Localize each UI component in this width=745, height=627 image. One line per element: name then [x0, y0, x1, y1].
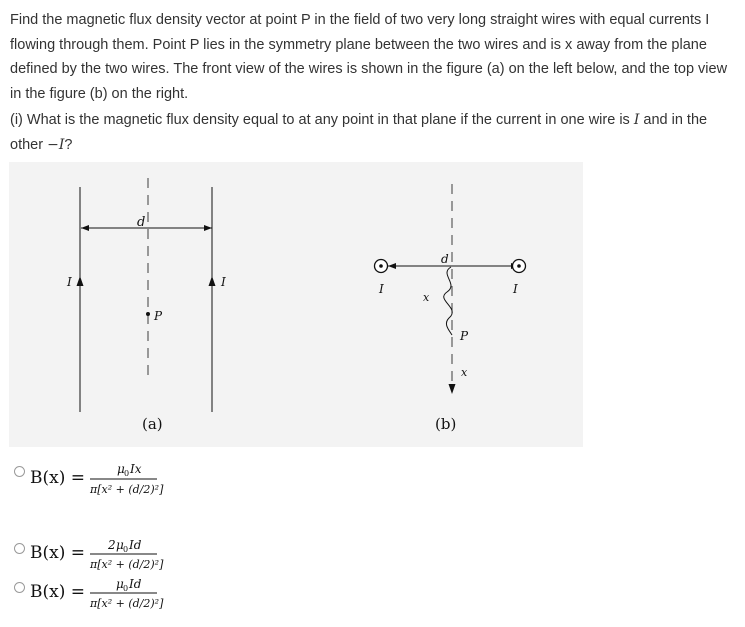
option-1-numerator: Ix	[130, 462, 142, 476]
option-3-denominator: π[x² + (d/2)²]	[90, 597, 164, 610]
d-label-b: d	[441, 252, 449, 266]
option-2-numerator: Id	[129, 538, 142, 552]
dimension-arrow-right	[204, 225, 212, 231]
x-label-brace: x	[423, 291, 430, 304]
option-2-mu: μ	[116, 538, 124, 552]
current-label-right: I	[221, 275, 226, 289]
current-out-dot-right	[517, 264, 521, 268]
current-out-dot-left	[379, 264, 383, 268]
question-paragraph-2	[10, 108, 735, 157]
d-label: d	[137, 215, 146, 230]
question-part-i-text-2: and in the other	[10, 112, 708, 153]
option-1-radio[interactable]	[14, 466, 25, 477]
option-2-coef: 2	[108, 538, 116, 552]
current-label-b-right: I	[513, 282, 518, 296]
option-1-mu-sub: 0	[124, 469, 130, 478]
d-arrow-left	[388, 263, 396, 269]
option-3-mu: μ	[116, 577, 124, 591]
top-view-figure-b	[375, 184, 526, 433]
current-arrow-left-up	[77, 276, 84, 286]
option-2-lhs: B(x) =	[30, 543, 85, 563]
wire-diagram	[9, 162, 583, 447]
option-3-mu-sub: 0	[123, 584, 129, 593]
option-1-formula	[28, 455, 178, 503]
option-3-numerator: Id	[129, 577, 142, 591]
p-label-b: P	[460, 329, 469, 343]
current-symbol: I	[633, 112, 640, 128]
point-p-marker	[146, 312, 150, 316]
option-3-formula	[28, 575, 178, 623]
option-2-radio[interactable]	[14, 543, 25, 554]
option-1-mu: μ	[117, 462, 125, 476]
current-label-left: I	[67, 275, 72, 289]
current-arrow-right-up	[209, 276, 216, 286]
question-paragraph-1	[10, 8, 735, 106]
front-view-figure-a	[66, 178, 226, 433]
option-1-denominator: π[x² + (d/2)²]	[90, 483, 164, 496]
x-distance-brace	[444, 267, 452, 335]
option-2-denominator: π[x² + (d/2)²]	[90, 558, 164, 571]
current-label-b-left: I	[379, 282, 384, 296]
question-mark: ?	[64, 136, 73, 153]
x-axis-arrow	[449, 384, 456, 394]
x-axis-label: x	[461, 366, 468, 379]
figure-panel	[9, 162, 583, 447]
dimension-arrow-left	[81, 225, 89, 231]
caption-a: (a)	[142, 415, 163, 433]
option-3-lhs: B(x) =	[30, 582, 85, 602]
option-1-lhs: B(x) =	[30, 468, 85, 488]
negative-current-symbol: −I	[47, 136, 65, 153]
option-2-mu-sub: 0	[123, 545, 129, 554]
caption-b: (b)	[435, 415, 457, 433]
option-3-radio[interactable]	[14, 582, 25, 593]
p-label: P	[154, 309, 163, 323]
question-part-i-text: (i) What is the magnetic flux density equal to at any point in that plane if the current in one wire is	[10, 112, 634, 128]
question-text: Find the magnetic flux density vector at point P in the field of two very long straight wires with equal currents I flowing through them. Point P lies in the symmetry plane between the two wires and is x away from the plane defined by the two wires. The front view of the wires is shown in the figure (a) on the left below, and the top view in the figure (b) on the right.	[10, 12, 728, 102]
